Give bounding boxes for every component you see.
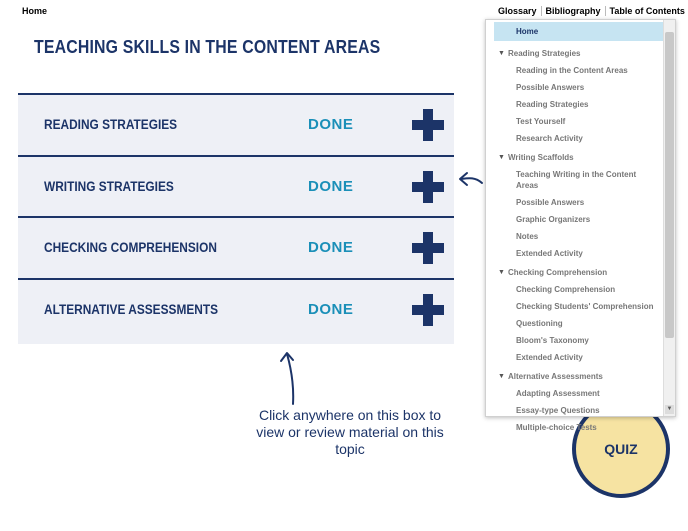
caret-down-icon[interactable]: ▼ — [498, 269, 505, 276]
section-label: ALTERNATIVE ASSESSMENTS — [44, 301, 219, 317]
scroll-down-icon[interactable]: ▼ — [666, 406, 673, 412]
toc-item[interactable]: Research Activity — [516, 134, 583, 143]
section-status: DONE — [308, 239, 354, 257]
caret-down-icon[interactable]: ▼ — [498, 154, 505, 161]
glossary-link[interactable]: Glossary — [498, 6, 537, 16]
toc-item[interactable]: Bloom's Taxonomy — [516, 336, 589, 345]
home-link[interactable]: Home — [22, 6, 48, 16]
caret-down-icon[interactable]: ▼ — [498, 373, 505, 380]
section-row-checking[interactable] — [18, 216, 454, 278]
arrow-up-icon — [278, 350, 300, 406]
plus-icon[interactable] — [412, 232, 444, 264]
hint-text: Click anywhere on this box to view or review material on this topic — [256, 407, 444, 457]
section-label: CHECKING COMPREHENSION — [44, 240, 217, 256]
toc-section-checking[interactable] — [486, 264, 663, 281]
toc-item[interactable]: Possible Answers — [516, 83, 585, 92]
toc-item[interactable]: Questioning — [516, 319, 563, 328]
section-status: DONE — [308, 300, 354, 318]
toc-item[interactable]: Reading Strategies — [516, 100, 589, 109]
plus-icon[interactable] — [412, 109, 444, 141]
toc-section-alternative[interactable] — [486, 368, 663, 385]
toc-section-title: Writing Scaffolds — [508, 153, 574, 162]
nav-separator — [541, 6, 542, 16]
toc-section-title: Checking Comprehension — [508, 268, 608, 277]
page-title: TEACHING SKILLS IN THE CONTENT AREAS — [34, 37, 381, 57]
section-status: DONE — [308, 177, 354, 195]
toc-item[interactable]: Teaching Writing in the Content Areas — [516, 170, 637, 190]
toc-item[interactable]: Checking Comprehension — [516, 285, 616, 294]
toc-item[interactable]: Extended Activity — [516, 249, 583, 258]
section-label: WRITING STRATEGIES — [44, 178, 174, 194]
toc-panel — [485, 19, 676, 432]
toc-link[interactable]: Table of Contents — [609, 6, 685, 16]
toc-item[interactable]: Graphic Organizers — [516, 215, 591, 224]
section-row-writing[interactable] — [18, 155, 454, 217]
toc-item[interactable]: Multiple-choice Tests — [516, 423, 597, 432]
toc-item[interactable]: Essay-type Questions — [516, 406, 600, 415]
toc-item[interactable]: Checking Students' Comprehension — [516, 302, 654, 311]
arrow-left-icon — [458, 168, 484, 190]
toc-item-home[interactable]: Home — [494, 22, 663, 41]
bibliography-link[interactable]: Bibliography — [545, 6, 601, 16]
scrollbar-thumb[interactable] — [665, 32, 674, 338]
toc-item[interactable]: Reading in the Content Areas — [516, 66, 628, 75]
sections-box[interactable] — [18, 93, 454, 344]
toc-scrollbar[interactable] — [663, 20, 675, 416]
caret-down-icon[interactable]: ▼ — [498, 50, 505, 57]
toc-section-title: Reading Strategies — [508, 49, 581, 58]
toc-section-reading[interactable] — [486, 45, 663, 62]
nav-separator — [605, 6, 606, 16]
toc-section-title: Alternative Assessments — [508, 372, 603, 381]
toc-item[interactable]: Extended Activity — [516, 353, 583, 362]
quiz-label: QUIZ — [604, 441, 638, 457]
section-status: DONE — [308, 116, 354, 134]
toc-list — [486, 20, 663, 436]
section-row-alternative[interactable] — [18, 278, 454, 340]
plus-icon[interactable] — [412, 171, 444, 203]
plus-icon[interactable] — [412, 294, 444, 326]
toc-item[interactable]: Adapting Assessment — [516, 389, 600, 398]
top-nav — [498, 6, 685, 16]
section-row-reading[interactable] — [18, 93, 454, 155]
toc-item[interactable]: Notes — [516, 232, 539, 241]
toc-item[interactable]: Test Yourself — [516, 117, 566, 126]
section-label: READING STRATEGIES — [44, 117, 178, 133]
toc-item[interactable]: Possible Answers — [516, 198, 585, 207]
toc-section-writing[interactable] — [486, 149, 663, 166]
